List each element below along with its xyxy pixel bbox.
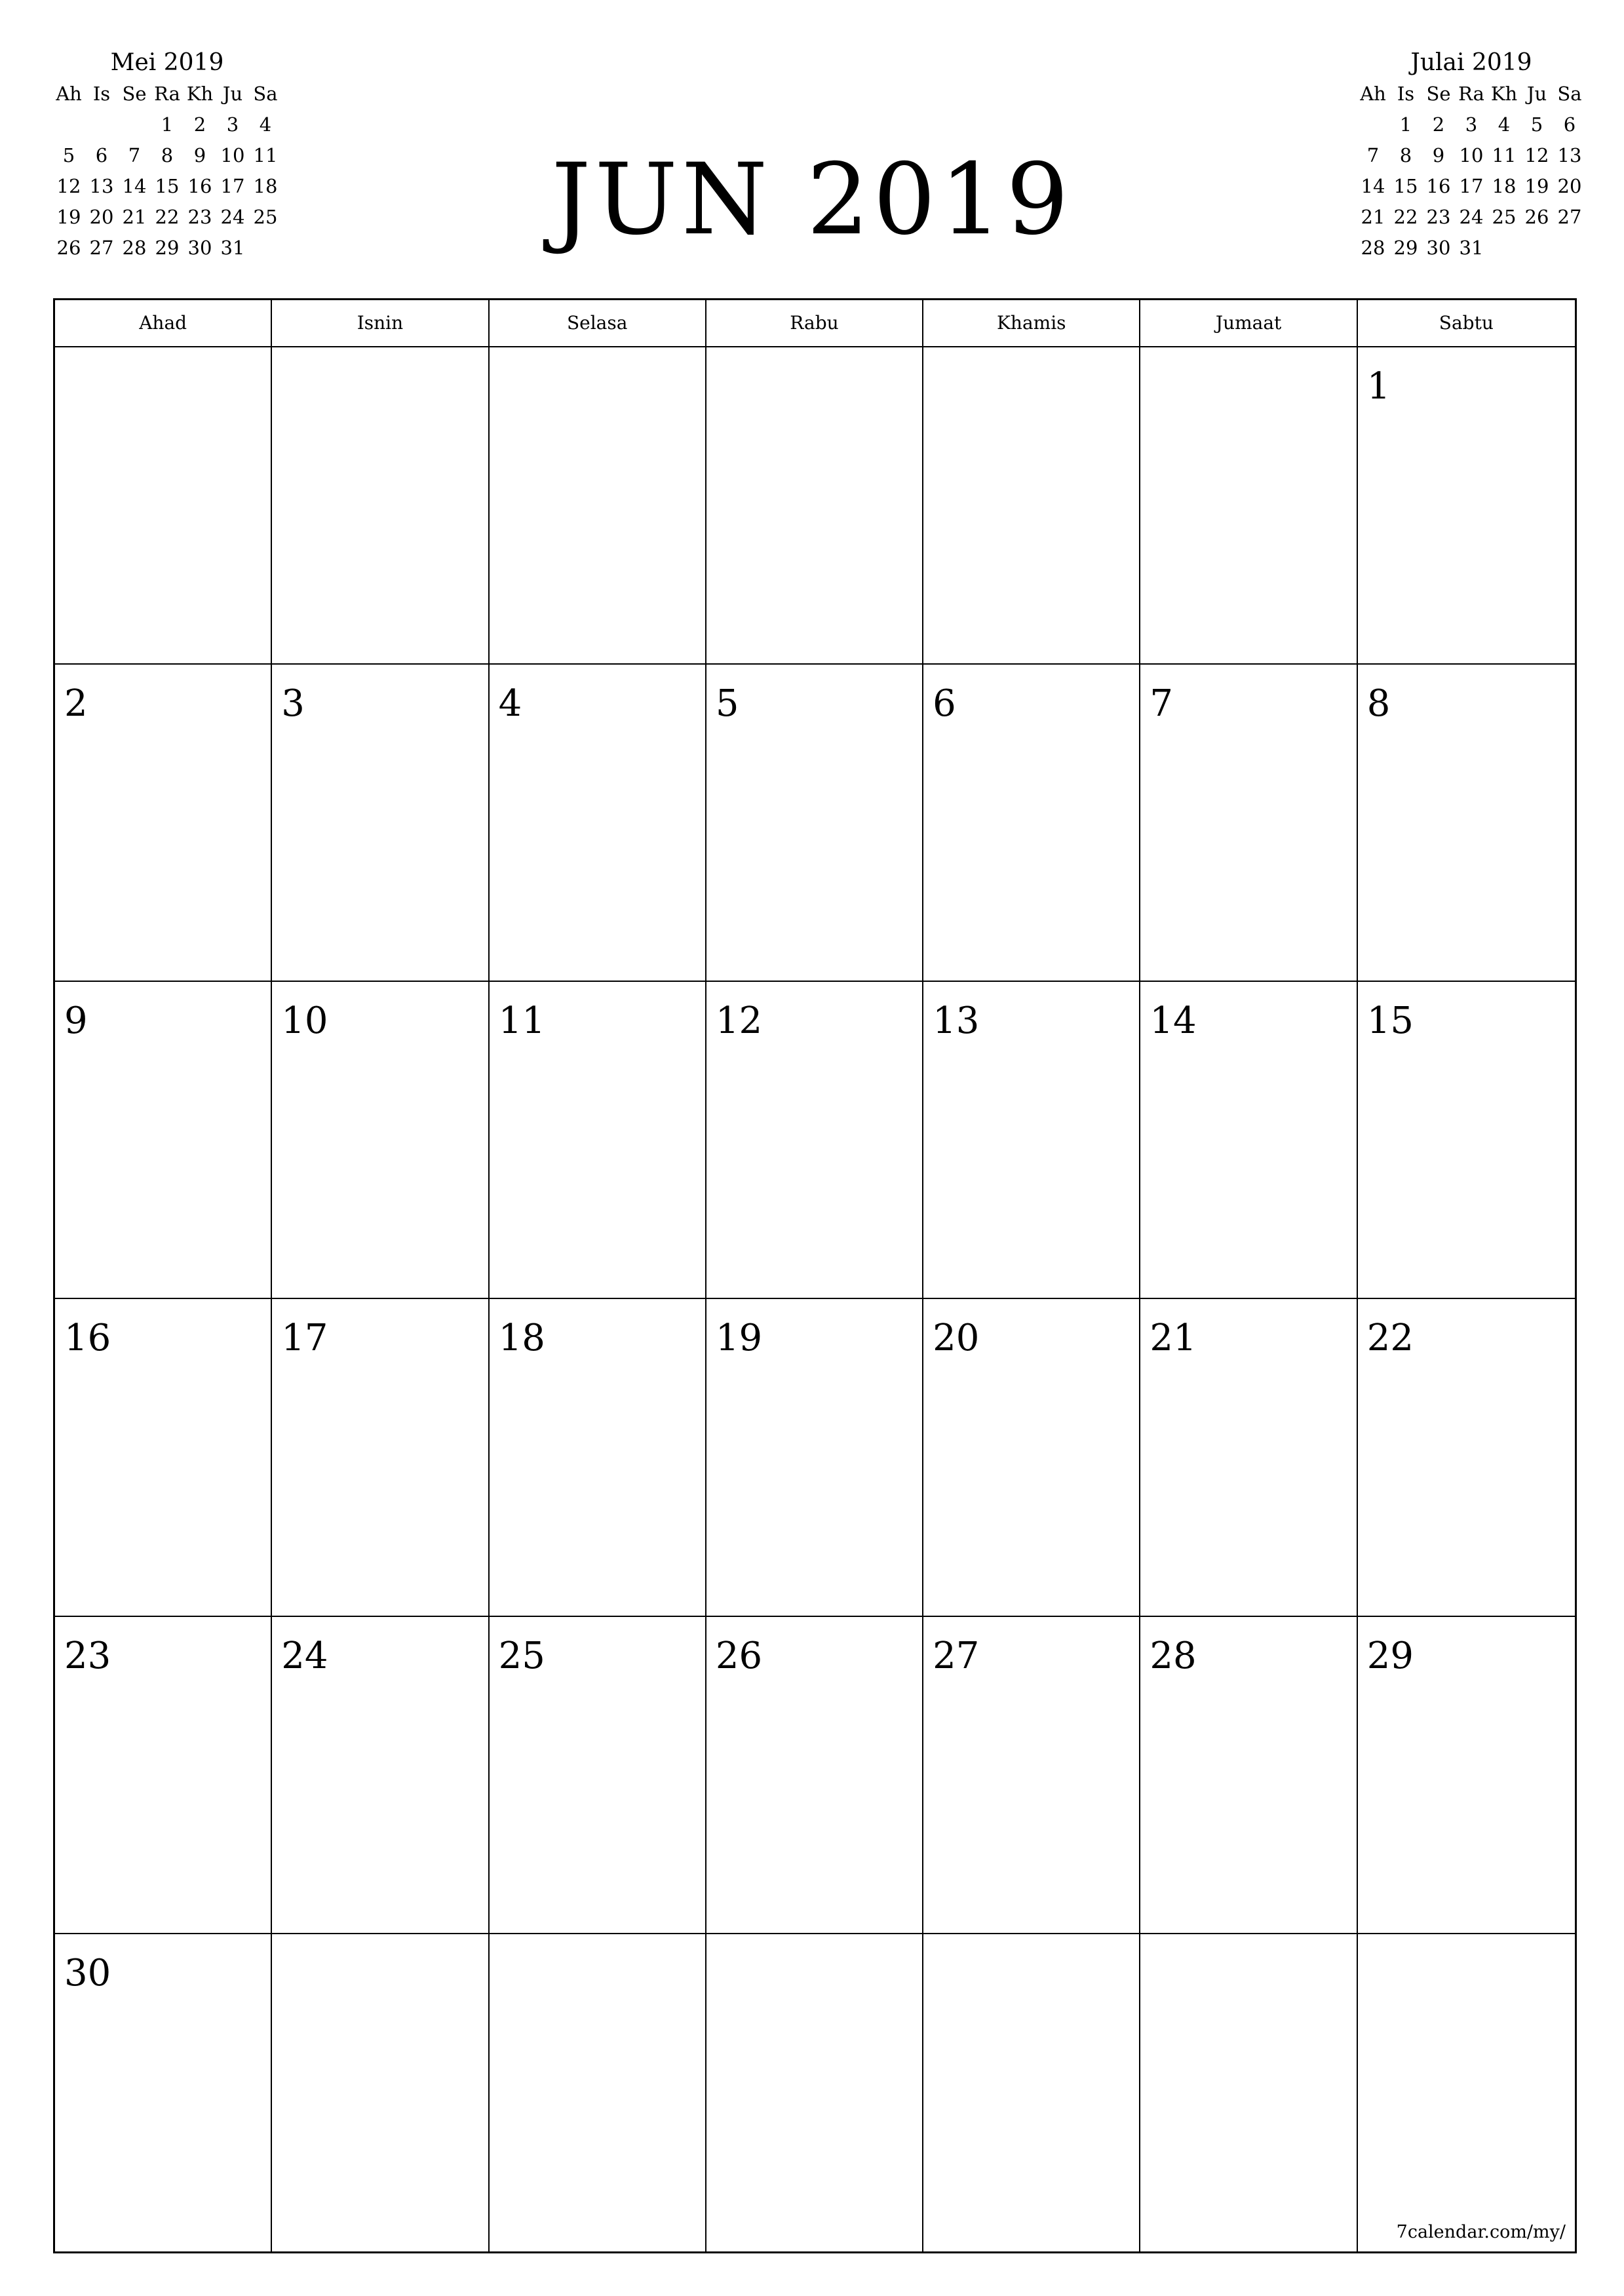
mini-prev-day: 1	[161, 113, 174, 136]
mini-prev-day: 15	[155, 175, 180, 197]
mini-calendar-prev	[52, 47, 282, 263]
mini-prev-day: 8	[161, 144, 174, 166]
mini-prev-day: 18	[253, 175, 278, 197]
mini-next-day: 28	[1361, 237, 1385, 259]
mini-calendar-prev-title: Mei 2019	[110, 49, 224, 76]
mini-prev-day: 30	[187, 237, 212, 259]
day-number: 10	[281, 1000, 328, 1043]
mini-next-day: 8	[1399, 144, 1412, 166]
day-cell	[490, 1299, 706, 1616]
day-number: 12	[715, 1000, 763, 1043]
day-cell	[55, 1299, 272, 1616]
mini-next-day	[1520, 233, 1553, 263]
mini-next-day: 29	[1393, 237, 1418, 259]
weekday-header: Rabu	[706, 300, 923, 347]
day-cell	[272, 1934, 489, 2251]
mini-next-day: 16	[1426, 175, 1451, 197]
mini-next-day: 1	[1399, 113, 1412, 136]
day-cell	[55, 982, 272, 1299]
mini-prev-day: 31	[220, 237, 245, 259]
mini-next-day: 31	[1459, 237, 1484, 259]
mini-prev-day: 2	[193, 113, 206, 136]
weekday-header: Khamis	[923, 300, 1140, 347]
mini-next-weekday: Ra	[1458, 83, 1484, 105]
day-cell	[706, 1934, 923, 2251]
mini-next-weekday: Sa	[1557, 83, 1582, 105]
mini-next-day: 4	[1498, 113, 1511, 136]
mini-next-day: 24	[1459, 206, 1484, 228]
day-number: 11	[498, 1000, 545, 1043]
day-cell	[1140, 1299, 1357, 1616]
day-number: 24	[281, 1634, 328, 1677]
mini-prev-day: 19	[56, 206, 81, 228]
mini-prev-weekday: Kh	[186, 83, 214, 105]
day-number: 25	[498, 1634, 545, 1677]
day-cell	[1140, 982, 1357, 1299]
weekday-header: Ahad	[55, 300, 272, 347]
day-number: 3	[281, 682, 305, 726]
day-cell	[55, 1617, 272, 1934]
day-cell	[55, 347, 272, 665]
mini-prev-day: 26	[56, 237, 81, 259]
mini-prev-day: 9	[193, 144, 206, 166]
mini-next-day: 12	[1524, 144, 1549, 166]
footer-link[interactable]: 7calendar.com/my/	[1396, 2221, 1566, 2242]
mini-next-day: 27	[1557, 206, 1582, 228]
mini-prev-weekday: Ah	[56, 83, 82, 105]
mini-prev-weekday: Ju	[222, 83, 243, 105]
weekday-header: Sabtu	[1358, 300, 1575, 347]
mini-prev-day: 27	[89, 237, 114, 259]
mini-next-day: 11	[1492, 144, 1517, 166]
day-number: 23	[64, 1634, 111, 1677]
mini-next-day: 5	[1530, 113, 1543, 136]
mini-prev-day: 10	[220, 144, 245, 166]
mini-next-day	[1357, 109, 1389, 140]
day-cell	[706, 1299, 923, 1616]
day-number: 22	[1366, 1317, 1414, 1360]
day-number: 21	[1150, 1317, 1197, 1360]
day-cell	[1140, 1934, 1357, 2251]
mini-prev-day	[52, 109, 85, 140]
mini-prev-day: 21	[122, 206, 147, 228]
mini-next-day: 19	[1524, 175, 1549, 197]
mini-next-day: 25	[1492, 206, 1517, 228]
mini-prev-day: 7	[128, 144, 141, 166]
mini-calendar-next-grid	[1357, 79, 1586, 263]
day-cell	[923, 982, 1140, 1299]
day-cell	[272, 665, 489, 982]
day-number: 2	[64, 682, 88, 726]
day-cell	[1140, 347, 1357, 665]
mini-next-day: 2	[1432, 113, 1445, 136]
mini-next-day: 21	[1361, 206, 1385, 228]
mini-next-weekday: Ju	[1526, 83, 1547, 105]
mini-next-day	[1553, 233, 1586, 263]
day-cell	[706, 347, 923, 665]
day-cell	[706, 1617, 923, 1934]
mini-prev-day: 29	[155, 237, 180, 259]
weekday-header: Jumaat	[1140, 300, 1357, 347]
mini-next-weekday: Ah	[1360, 83, 1386, 105]
day-number: 1	[1366, 365, 1391, 408]
day-cell	[923, 1617, 1140, 1934]
day-number: 13	[933, 1000, 980, 1043]
day-cell	[490, 1934, 706, 2251]
weekday-header: Isnin	[272, 300, 489, 347]
day-cell	[706, 665, 923, 982]
day-cell	[1358, 1617, 1575, 1934]
day-cell	[490, 982, 706, 1299]
day-cell	[1358, 1299, 1575, 1616]
mini-prev-day: 3	[226, 113, 239, 136]
day-cell	[1358, 982, 1575, 1299]
day-number: 30	[64, 1951, 111, 1994]
day-number: 20	[933, 1317, 980, 1360]
day-cell	[490, 1617, 706, 1934]
day-cell	[272, 1299, 489, 1616]
day-cell	[706, 982, 923, 1299]
mini-prev-day: 5	[62, 144, 75, 166]
mini-prev-day: 24	[220, 206, 245, 228]
mini-prev-day: 11	[253, 144, 278, 166]
mini-next-day: 3	[1465, 113, 1478, 136]
day-cell	[272, 347, 489, 665]
day-number: 18	[498, 1317, 545, 1360]
mini-next-day	[1488, 233, 1520, 263]
day-number: 9	[64, 1000, 88, 1043]
day-cell	[55, 665, 272, 982]
day-number: 26	[715, 1634, 763, 1677]
day-cell	[1140, 665, 1357, 982]
mini-prev-day: 6	[95, 144, 108, 166]
mini-prev-day: 20	[89, 206, 114, 228]
day-number: 29	[1366, 1634, 1414, 1677]
mini-prev-weekday: Sa	[253, 83, 278, 105]
mini-prev-day: 22	[155, 206, 180, 228]
mini-prev-weekday: Ra	[154, 83, 180, 105]
mini-prev-day: 25	[253, 206, 278, 228]
mini-prev-day: 23	[187, 206, 212, 228]
day-number: 4	[498, 682, 522, 726]
mini-prev-day	[85, 109, 118, 140]
mini-calendar-next-title: Julai 2019	[1410, 49, 1532, 76]
mini-prev-day: 17	[220, 175, 245, 197]
day-cell	[923, 665, 1140, 982]
day-cell	[490, 665, 706, 982]
day-cell	[272, 982, 489, 1299]
mini-next-day: 13	[1557, 144, 1582, 166]
mini-calendar-next	[1357, 47, 1586, 263]
day-cell	[1358, 347, 1575, 665]
mini-prev-day: 14	[122, 175, 147, 197]
mini-next-day: 23	[1426, 206, 1451, 228]
mini-prev-weekday: Is	[92, 83, 111, 105]
mini-next-day: 20	[1557, 175, 1582, 197]
mini-next-day: 6	[1563, 113, 1576, 136]
day-number: 17	[281, 1317, 328, 1360]
mini-next-weekday: Se	[1426, 83, 1451, 105]
mini-next-day: 14	[1361, 175, 1385, 197]
day-cell	[923, 347, 1140, 665]
mini-prev-day: 13	[89, 175, 114, 197]
mini-prev-weekday: Se	[122, 83, 147, 105]
day-number: 28	[1150, 1634, 1197, 1677]
mini-prev-day	[118, 109, 151, 140]
mini-prev-day: 4	[259, 113, 272, 136]
day-number: 14	[1150, 1000, 1197, 1043]
mini-next-day: 9	[1432, 144, 1445, 166]
month-calendar-grid	[53, 298, 1577, 2253]
weekday-header: Selasa	[490, 300, 706, 347]
day-cell	[1140, 1617, 1357, 1934]
day-number: 15	[1366, 1000, 1414, 1043]
day-cell	[55, 1934, 272, 2251]
day-cell	[923, 1934, 1140, 2251]
day-cell	[923, 1299, 1140, 1616]
mini-prev-day: 28	[122, 237, 147, 259]
mini-next-day: 17	[1459, 175, 1484, 197]
mini-next-day: 30	[1426, 237, 1451, 259]
mini-prev-day: 12	[56, 175, 81, 197]
day-number: 8	[1366, 682, 1391, 726]
day-cell	[490, 347, 706, 665]
mini-prev-day	[249, 233, 282, 263]
page-title: JUN 2019	[551, 143, 1073, 257]
day-cell	[1358, 1934, 1575, 2251]
mini-next-weekday: Is	[1397, 83, 1415, 105]
day-number: 19	[715, 1317, 763, 1360]
day-number: 6	[933, 682, 956, 726]
mini-next-day: 22	[1393, 206, 1418, 228]
mini-next-day: 15	[1393, 175, 1418, 197]
day-number: 5	[715, 682, 739, 726]
mini-calendar-prev-grid	[52, 79, 282, 263]
mini-next-day: 10	[1459, 144, 1484, 166]
day-number: 16	[64, 1317, 111, 1360]
day-cell	[1358, 665, 1575, 982]
mini-next-weekday: Kh	[1490, 83, 1518, 105]
day-number: 27	[933, 1634, 980, 1677]
mini-next-day: 26	[1524, 206, 1549, 228]
mini-next-day: 7	[1366, 144, 1380, 166]
mini-prev-day: 16	[187, 175, 212, 197]
day-number: 7	[1150, 682, 1174, 726]
mini-next-day: 18	[1492, 175, 1517, 197]
day-cell	[272, 1617, 489, 1934]
